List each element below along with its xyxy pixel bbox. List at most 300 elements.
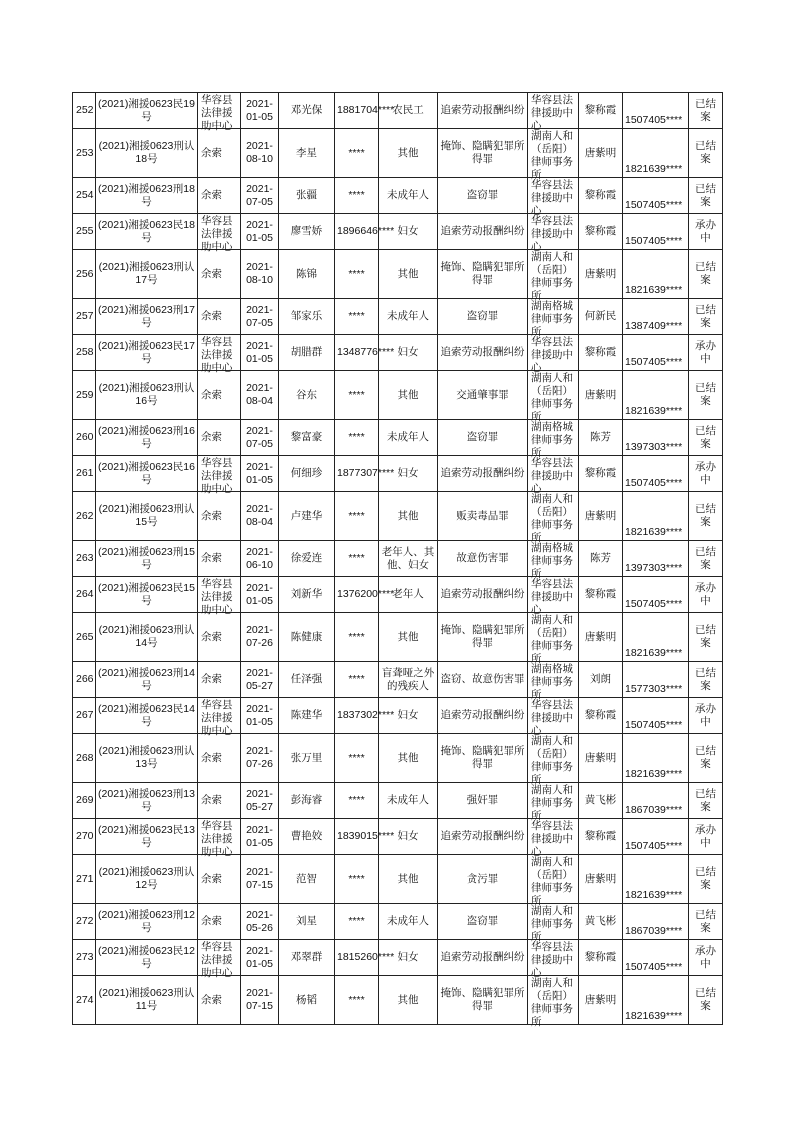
law-firm-cell [528, 976, 579, 1028]
case-status-cell [689, 698, 723, 734]
assign-date: 2021-08-04 [246, 382, 273, 407]
case-number-cell [96, 250, 198, 299]
law-firm: 华容县法律援助中心 [531, 93, 573, 132]
row-number: 270 [76, 830, 94, 842]
client-phone: **** [348, 388, 365, 401]
case-status: 承办中 [695, 581, 716, 607]
assign-date: 2021-07-15 [246, 987, 273, 1012]
assign-date-cell [241, 577, 279, 613]
case-cause: 追索劳动报酬纠纷 [440, 588, 525, 600]
assign-date: 2021-08-04 [246, 503, 273, 528]
law-firm: 湖南人和（岳阳）律师事务所 [531, 613, 573, 665]
lawyer-name-cell [579, 456, 623, 492]
case-number-cell [96, 420, 198, 456]
assign-date: 2021-01-05 [246, 823, 273, 849]
lawyer-phone-cell [623, 613, 689, 662]
law-firm: 华容县法律援助中心 [531, 577, 573, 616]
case-number-cell [96, 662, 198, 698]
law-firm-cell [528, 541, 579, 580]
assigning-org-cell [198, 541, 241, 577]
lawyer-phone: 1577303**** [625, 683, 683, 695]
client-phone: 1815260**** [337, 951, 395, 963]
case-cause: 掩饰、隐瞒犯罪所得罪 [440, 987, 525, 1012]
case-status-cell [689, 214, 723, 250]
case-number: (2021)湘援0623刑认13号 [98, 745, 195, 770]
lawyer-name: 陈芳 [590, 552, 611, 564]
case-number: (2021)湘援0623刑认12号 [98, 866, 195, 891]
lawyer-phone-cell [623, 541, 689, 577]
case-cause-cell [438, 940, 528, 976]
case-number: (2021)湘援0623刑14号 [98, 666, 195, 692]
case-status: 承办中 [695, 460, 716, 486]
client-phone-cell [335, 904, 379, 940]
case-status-cell [689, 976, 723, 1025]
client-name-cell [279, 93, 335, 129]
assign-date-cell [241, 698, 279, 734]
table-row [73, 371, 723, 420]
case-cause-cell [438, 178, 528, 214]
law-firm-cell [528, 299, 579, 338]
lawyer-phone-cell [623, 904, 689, 940]
lawyer-phone: 1821639**** [625, 889, 683, 901]
case-cause-cell [438, 456, 528, 492]
client-name: 刘新华 [290, 588, 323, 600]
assign-date: 2021-01-05 [246, 460, 273, 486]
case-cause: 追索劳动报酬纠纷 [440, 104, 525, 116]
assigning-org: 华容县法律援助中心 [201, 93, 233, 132]
assign-date-cell [241, 783, 279, 819]
case-cause-cell [438, 129, 528, 178]
assigning-org-cell [198, 855, 241, 904]
lawyer-name: 黎称霞 [584, 588, 617, 600]
client-phone-cell [335, 250, 379, 299]
client-phone-cell [335, 299, 379, 335]
client-name-cell [279, 577, 335, 613]
case-status: 承办中 [695, 702, 716, 728]
assign-date-cell [241, 855, 279, 904]
row-number: 264 [76, 588, 94, 600]
assign-date-cell [241, 371, 279, 420]
lawyer-name-cell [579, 734, 623, 783]
assign-date-cell [241, 976, 279, 1025]
case-cause: 追索劳动报酬纠纷 [440, 346, 525, 358]
assign-date-cell [241, 662, 279, 698]
client-name: 刘星 [296, 915, 317, 927]
assign-date: 2021-06-10 [246, 545, 273, 571]
assigning-org: 华容县法律援助中心 [201, 940, 233, 979]
table-row [73, 335, 723, 371]
assign-date-cell [241, 541, 279, 577]
assigning-org: 余索 [201, 189, 222, 201]
client-name-cell [279, 371, 335, 420]
law-firm-cell [528, 456, 579, 495]
case-number-cell [96, 904, 198, 940]
client-phone-cell [335, 420, 379, 456]
law-firm-cell [528, 250, 579, 302]
law-firm-cell [528, 214, 579, 253]
client-phone-cell [335, 456, 395, 492]
law-firm: 华容县法律援助中心 [531, 456, 573, 495]
table-row [73, 93, 723, 129]
lawyer-name: 黎称霞 [584, 951, 617, 963]
lawyer-phone: 1397303**** [625, 562, 683, 574]
client-name: 彭海睿 [290, 794, 323, 806]
client-category: 其他 [397, 509, 419, 522]
law-firm: 湖南人和律师事务所 [531, 783, 573, 822]
case-number-cell [96, 698, 198, 734]
client-phone: **** [348, 310, 365, 322]
row-number: 272 [76, 915, 94, 927]
lawyer-name: 黎称霞 [584, 225, 617, 237]
assign-date-cell [241, 299, 279, 335]
law-firm: 华容县法律援助中心 [531, 178, 573, 217]
case-status-cell [689, 940, 723, 976]
case-status: 已结案 [695, 866, 716, 891]
lawyer-name: 唐紫明 [584, 146, 617, 159]
case-number-cell [96, 940, 198, 976]
case-status-cell [689, 904, 723, 940]
case-number-cell [96, 178, 198, 214]
case-cause: 追索劳动报酬纠纷 [440, 225, 525, 237]
row-number-cell [73, 129, 96, 178]
client-name-cell [279, 662, 335, 698]
client-phone-cell [335, 976, 379, 1025]
client-name-cell [279, 214, 335, 250]
client-category: 未成年人 [387, 310, 429, 322]
table-row [73, 299, 723, 335]
lawyer-phone: 1867039**** [625, 925, 683, 937]
case-status-cell [689, 299, 723, 335]
law-firm-cell [528, 904, 579, 943]
case-cause-cell [438, 577, 528, 613]
law-firm: 华容县法律援助中心 [531, 335, 573, 374]
case-cause-cell [438, 662, 528, 698]
client-phone: 1837302**** [337, 709, 395, 721]
table-row [73, 541, 723, 577]
lawyer-name-cell [579, 577, 623, 613]
case-number: (2021)湘援0623刑认18号 [98, 140, 195, 165]
client-name: 张疆 [296, 189, 317, 201]
lawyer-name-cell [579, 613, 623, 662]
client-category: 其他 [397, 751, 419, 764]
case-status: 已结案 [695, 545, 716, 571]
client-phone-cell [335, 577, 395, 613]
client-category-cell [379, 662, 438, 698]
client-name: 任泽强 [290, 673, 323, 685]
assigning-org-cell [198, 976, 241, 1025]
client-phone: **** [348, 794, 365, 806]
case-number: (2021)湘援0623民17号 [98, 339, 195, 365]
client-category-cell [379, 855, 438, 904]
client-name: 杨韬 [296, 993, 317, 1006]
client-category-cell [379, 734, 438, 783]
case-status-cell [689, 129, 723, 178]
case-status: 已结案 [695, 624, 716, 649]
client-category: 其他 [397, 872, 419, 885]
client-category: 老年人、其他、妇女 [381, 545, 435, 571]
assigning-org-cell [198, 783, 241, 819]
case-cause-cell [438, 698, 528, 734]
client-name: 黎富豪 [290, 431, 323, 443]
law-firm: 湖南人和（岳阳）律师事务所 [531, 129, 573, 181]
client-name: 陈锦 [296, 267, 317, 280]
law-firm: 湖南格城律师事务所 [531, 299, 573, 338]
case-cause: 盗窃罪 [466, 310, 499, 322]
case-status: 已结案 [695, 97, 716, 123]
row-number-cell [73, 662, 96, 698]
assigning-org: 华容县法律援助中心 [201, 577, 233, 616]
case-status-cell [689, 819, 723, 855]
case-number: (2021)湘援0623刑认17号 [98, 261, 195, 286]
case-status-cell [689, 178, 723, 214]
lawyer-name: 唐紫明 [584, 630, 617, 643]
assigning-org-cell [198, 371, 241, 420]
assign-date: 2021-08-10 [246, 261, 273, 286]
case-cause: 追索劳动报酬纠纷 [440, 467, 525, 479]
table-row [73, 129, 723, 178]
table-row [73, 819, 723, 855]
assigning-org-cell [198, 819, 241, 858]
client-name: 廖雪娇 [290, 225, 323, 237]
row-number: 274 [76, 993, 94, 1006]
lawyer-phone: 1507405**** [625, 719, 683, 731]
lawyer-phone-cell [623, 214, 689, 250]
lawyer-name: 黎称霞 [584, 467, 617, 479]
case-cause-cell [438, 904, 528, 940]
case-cause: 掩饰、隐瞒犯罪所得罪 [440, 745, 525, 770]
lawyer-phone-cell [623, 299, 689, 335]
client-category-cell [379, 976, 438, 1025]
lawyer-phone-cell [623, 734, 689, 783]
client-category: 妇女 [397, 467, 419, 479]
row-number: 268 [76, 751, 94, 764]
case-status: 承办中 [695, 823, 716, 849]
client-phone-cell [335, 734, 379, 783]
client-name-cell [279, 299, 335, 335]
client-phone: 1376200**** [337, 588, 395, 600]
assign-date-cell [241, 250, 279, 299]
assigning-org-cell [198, 250, 241, 299]
case-cause-cell [438, 976, 528, 1025]
table-row [73, 214, 723, 250]
client-category: 妇女 [397, 346, 419, 358]
assigning-org-cell [198, 93, 241, 132]
lawyer-name-cell [579, 940, 623, 976]
assigning-org-cell [198, 178, 241, 214]
client-phone: 1881704**** [337, 104, 395, 116]
client-name: 谷东 [296, 388, 317, 401]
client-phone-cell [335, 371, 379, 420]
client-phone-cell [335, 492, 379, 541]
assign-date: 2021-07-26 [246, 624, 273, 649]
lawyer-phone-cell [623, 456, 689, 492]
client-category: 未成年人 [387, 794, 429, 806]
law-firm-cell [528, 420, 579, 459]
assign-date: 2021-01-05 [246, 581, 273, 607]
client-name-cell [279, 698, 335, 734]
row-number: 271 [76, 872, 94, 885]
assign-date: 2021-05-27 [246, 787, 273, 813]
assigning-org-cell [198, 698, 241, 737]
row-number-cell [73, 855, 96, 904]
lawyer-phone: 1507405**** [625, 961, 683, 973]
assign-date: 2021-07-26 [246, 745, 273, 770]
case-number: (2021)湘援0623刑认15号 [98, 503, 195, 528]
client-name: 范智 [296, 872, 317, 885]
assigning-org: 余索 [201, 915, 222, 927]
client-name: 邓光保 [290, 104, 323, 116]
client-phone: 1877307**** [337, 467, 395, 479]
law-firm-cell [528, 492, 579, 544]
client-name: 曹艳姣 [290, 830, 323, 842]
client-name: 邓翠群 [290, 951, 323, 963]
client-phone-cell [335, 129, 379, 178]
case-number-cell [96, 335, 198, 371]
client-phone-cell [335, 335, 395, 371]
lawyer-phone: 1387409**** [625, 320, 683, 332]
case-number-cell [96, 613, 198, 662]
table-row [73, 577, 723, 613]
client-category: 妇女 [397, 830, 419, 842]
case-number-cell [96, 734, 198, 783]
case-cause-cell [438, 783, 528, 819]
client-name-cell [279, 178, 335, 214]
assigning-org: 华容县法律援助中心 [201, 698, 233, 737]
client-category-cell [379, 129, 438, 178]
row-number-cell [73, 492, 96, 541]
law-firm: 华容县法律援助中心 [531, 819, 573, 858]
case-number-cell [96, 541, 198, 577]
row-number: 265 [76, 630, 94, 643]
case-cause-cell [438, 492, 528, 541]
client-phone: 1348776**** [337, 346, 395, 358]
case-cause-cell [438, 93, 528, 129]
case-number: (2021)湘援0623刑16号 [98, 424, 195, 450]
lawyer-name-cell [579, 662, 623, 698]
lawyer-name: 何新民 [584, 310, 617, 322]
law-firm: 湖南人和（岳阳）律师事务所 [531, 250, 573, 302]
client-phone-cell [335, 819, 395, 855]
case-status-cell [689, 577, 723, 613]
case-cause: 追索劳动报酬纠纷 [440, 830, 525, 842]
client-category: 其他 [397, 993, 419, 1006]
assign-date-cell [241, 613, 279, 662]
law-firm-cell [528, 335, 579, 374]
case-number-cell [96, 492, 198, 541]
lawyer-phone: 1821639**** [625, 405, 683, 417]
assign-date-cell [241, 734, 279, 783]
assign-date: 2021-07-05 [246, 182, 273, 208]
lawyer-phone: 1821639**** [625, 526, 683, 538]
lawyer-phone: 1507405**** [625, 235, 683, 247]
client-name: 李星 [296, 146, 317, 159]
case-status-cell [689, 613, 723, 662]
assigning-org-cell [198, 734, 241, 783]
row-number: 255 [76, 225, 94, 237]
case-status-cell [689, 456, 723, 492]
client-category-cell [379, 613, 438, 662]
table-row [73, 420, 723, 456]
lawyer-name-cell [579, 335, 623, 371]
case-status: 已结案 [695, 303, 716, 329]
case-number-cell [96, 299, 198, 335]
law-firm: 湖南格城律师事务所 [531, 541, 573, 580]
row-number: 273 [76, 951, 94, 963]
lawyer-phone-cell [623, 93, 689, 129]
law-firm: 湖南人和（岳阳）律师事务所 [531, 492, 573, 544]
law-firm: 华容县法律援助中心 [531, 940, 573, 979]
case-status-cell [689, 93, 723, 129]
case-cause: 追索劳动报酬纠纷 [440, 709, 525, 721]
lawyer-phone-cell [623, 783, 689, 819]
assign-date-cell [241, 335, 279, 371]
assign-date: 2021-05-27 [246, 666, 273, 692]
table-row [73, 940, 723, 976]
row-number-cell [73, 541, 96, 577]
law-firm: 湖南人和（岳阳）律师事务所 [531, 734, 573, 786]
case-cause: 贩卖毒品罪 [456, 509, 509, 522]
lawyer-phone-cell [623, 371, 689, 420]
row-number: 267 [76, 709, 94, 721]
client-name-cell [279, 456, 335, 492]
case-cause-cell [438, 214, 528, 250]
case-status-cell [689, 250, 723, 299]
law-firm: 华容县法律援助中心 [531, 214, 573, 253]
case-number-cell [96, 129, 198, 178]
case-number-cell [96, 93, 198, 129]
lawyer-phone: 1821639**** [625, 163, 683, 175]
client-category-cell [379, 541, 438, 577]
assign-date-cell [241, 904, 279, 940]
client-phone-cell [335, 662, 379, 698]
assign-date-cell [241, 492, 279, 541]
row-number-cell [73, 420, 96, 456]
client-phone: **** [348, 872, 365, 885]
client-category: 农民工 [392, 104, 424, 116]
lawyer-phone-cell [623, 250, 689, 299]
case-status-cell [689, 371, 723, 420]
law-firm-cell [528, 662, 579, 701]
case-status-cell [689, 783, 723, 819]
lawyer-phone-cell [623, 492, 689, 541]
row-number-cell [73, 178, 96, 214]
client-phone: **** [348, 267, 365, 280]
client-phone-cell [335, 698, 395, 734]
case-cause: 掩饰、隐瞒犯罪所得罪 [440, 624, 525, 649]
row-number-cell [73, 613, 96, 662]
lawyer-name-cell [579, 819, 623, 855]
case-cause-cell [438, 734, 528, 783]
law-firm-cell [528, 371, 579, 423]
table-row [73, 698, 723, 734]
assign-date-cell [241, 93, 279, 129]
client-category: 妇女 [397, 709, 419, 721]
row-number-cell [73, 940, 96, 976]
law-firm-cell [528, 93, 579, 132]
law-firm-cell [528, 698, 579, 737]
case-cause-cell [438, 299, 528, 335]
assigning-org: 余索 [201, 431, 222, 443]
row-number-cell [73, 904, 96, 940]
table-row [73, 613, 723, 662]
assign-date-cell [241, 129, 279, 178]
row-number-cell [73, 577, 96, 613]
client-phone-cell [335, 613, 379, 662]
case-number: (2021)湘援0623民13号 [98, 823, 195, 849]
lawyer-name-cell [579, 541, 623, 577]
client-phone: **** [348, 993, 365, 1006]
assigning-org: 余索 [201, 310, 222, 322]
